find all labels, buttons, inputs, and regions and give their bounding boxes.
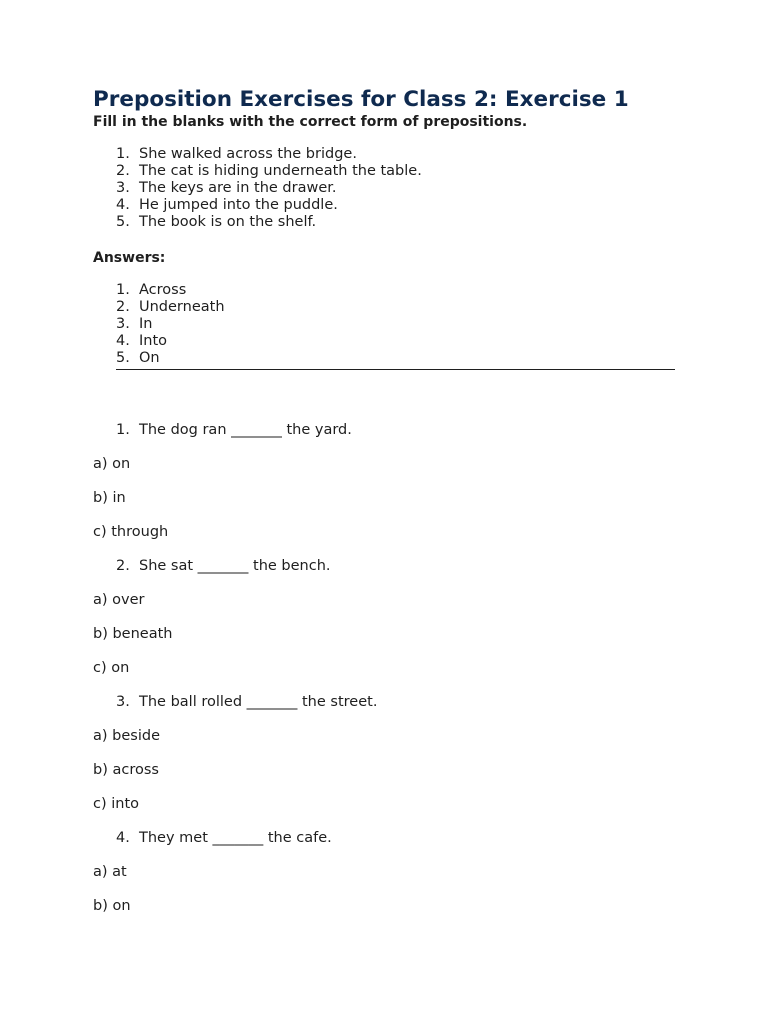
list-item [116,197,422,214]
list-item [116,299,225,316]
question-3-option-b: b) across [93,762,159,778]
question-text: The ball rolled _______ the street. [139,694,378,710]
horizontal-divider [116,369,675,370]
page-title: Preposition Exercises for Class 2: Exercise 1 [93,87,629,112]
list-item [116,180,422,197]
instruction-text: Fill in the blanks with the correct form of prepositions. [93,114,528,130]
list-item-text: Across [139,282,187,298]
question-text: They met _______ the cafe. [139,830,332,846]
list-item-number: 4. [116,333,130,350]
answer-list [116,282,225,367]
list-item [116,333,225,350]
list-item-text: The keys are in the drawer. [139,180,337,197]
question-2-option-a: a) over [93,592,145,608]
list-item-text: Into [139,333,168,350]
question-3 [116,693,377,711]
question-1-option-a: a) on [93,456,131,472]
question-1 [116,421,352,439]
list-item-number: 5. [116,350,130,367]
list-item-text: Underneath [139,299,225,316]
question-text: She sat _______ the bench. [139,558,331,574]
question-number: 4. [116,830,130,846]
question-4 [116,829,332,847]
list-item-number: 2. [116,299,130,316]
list-item-number: 3. [116,316,130,333]
question-3-option-c: c) into [93,796,140,812]
list-item [116,146,422,163]
list-item [116,163,422,180]
question-number: 3. [116,694,130,710]
list-item-text: In [139,316,153,333]
list-item [116,282,225,299]
list-item-number: 1. [116,282,130,298]
list-item-text: The cat is hiding underneath the table. [139,163,422,180]
question-1-option-b: b) in [93,490,126,506]
question-2-option-b: b) beneath [93,626,173,642]
sentence-list [116,146,422,231]
question-4-option-a: a) at [93,864,127,880]
list-item-text: The book is on the shelf. [139,214,317,231]
list-item-text: On [139,350,160,367]
list-item-number: 1. [116,146,130,162]
list-item [116,316,225,333]
list-item [116,214,422,231]
question-3-option-a: a) beside [93,728,160,744]
question-1-option-c: c) through [93,524,169,540]
list-item-text: She walked across the bridge. [139,146,357,162]
question-text: The dog ran _______ the yard. [139,422,352,438]
question-2 [116,557,331,575]
list-item-number: 2. [116,163,130,180]
question-number: 1. [116,422,130,438]
list-item-text: He jumped into the puddle. [139,197,338,214]
list-item-number: 4. [116,197,130,214]
question-2-option-c: c) on [93,660,130,676]
list-item-number: 3. [116,180,130,197]
answers-heading: Answers: [93,250,166,266]
question-number: 2. [116,558,130,574]
list-item [116,350,225,367]
question-4-option-b: b) on [93,898,131,914]
list-item-number: 5. [116,214,130,231]
